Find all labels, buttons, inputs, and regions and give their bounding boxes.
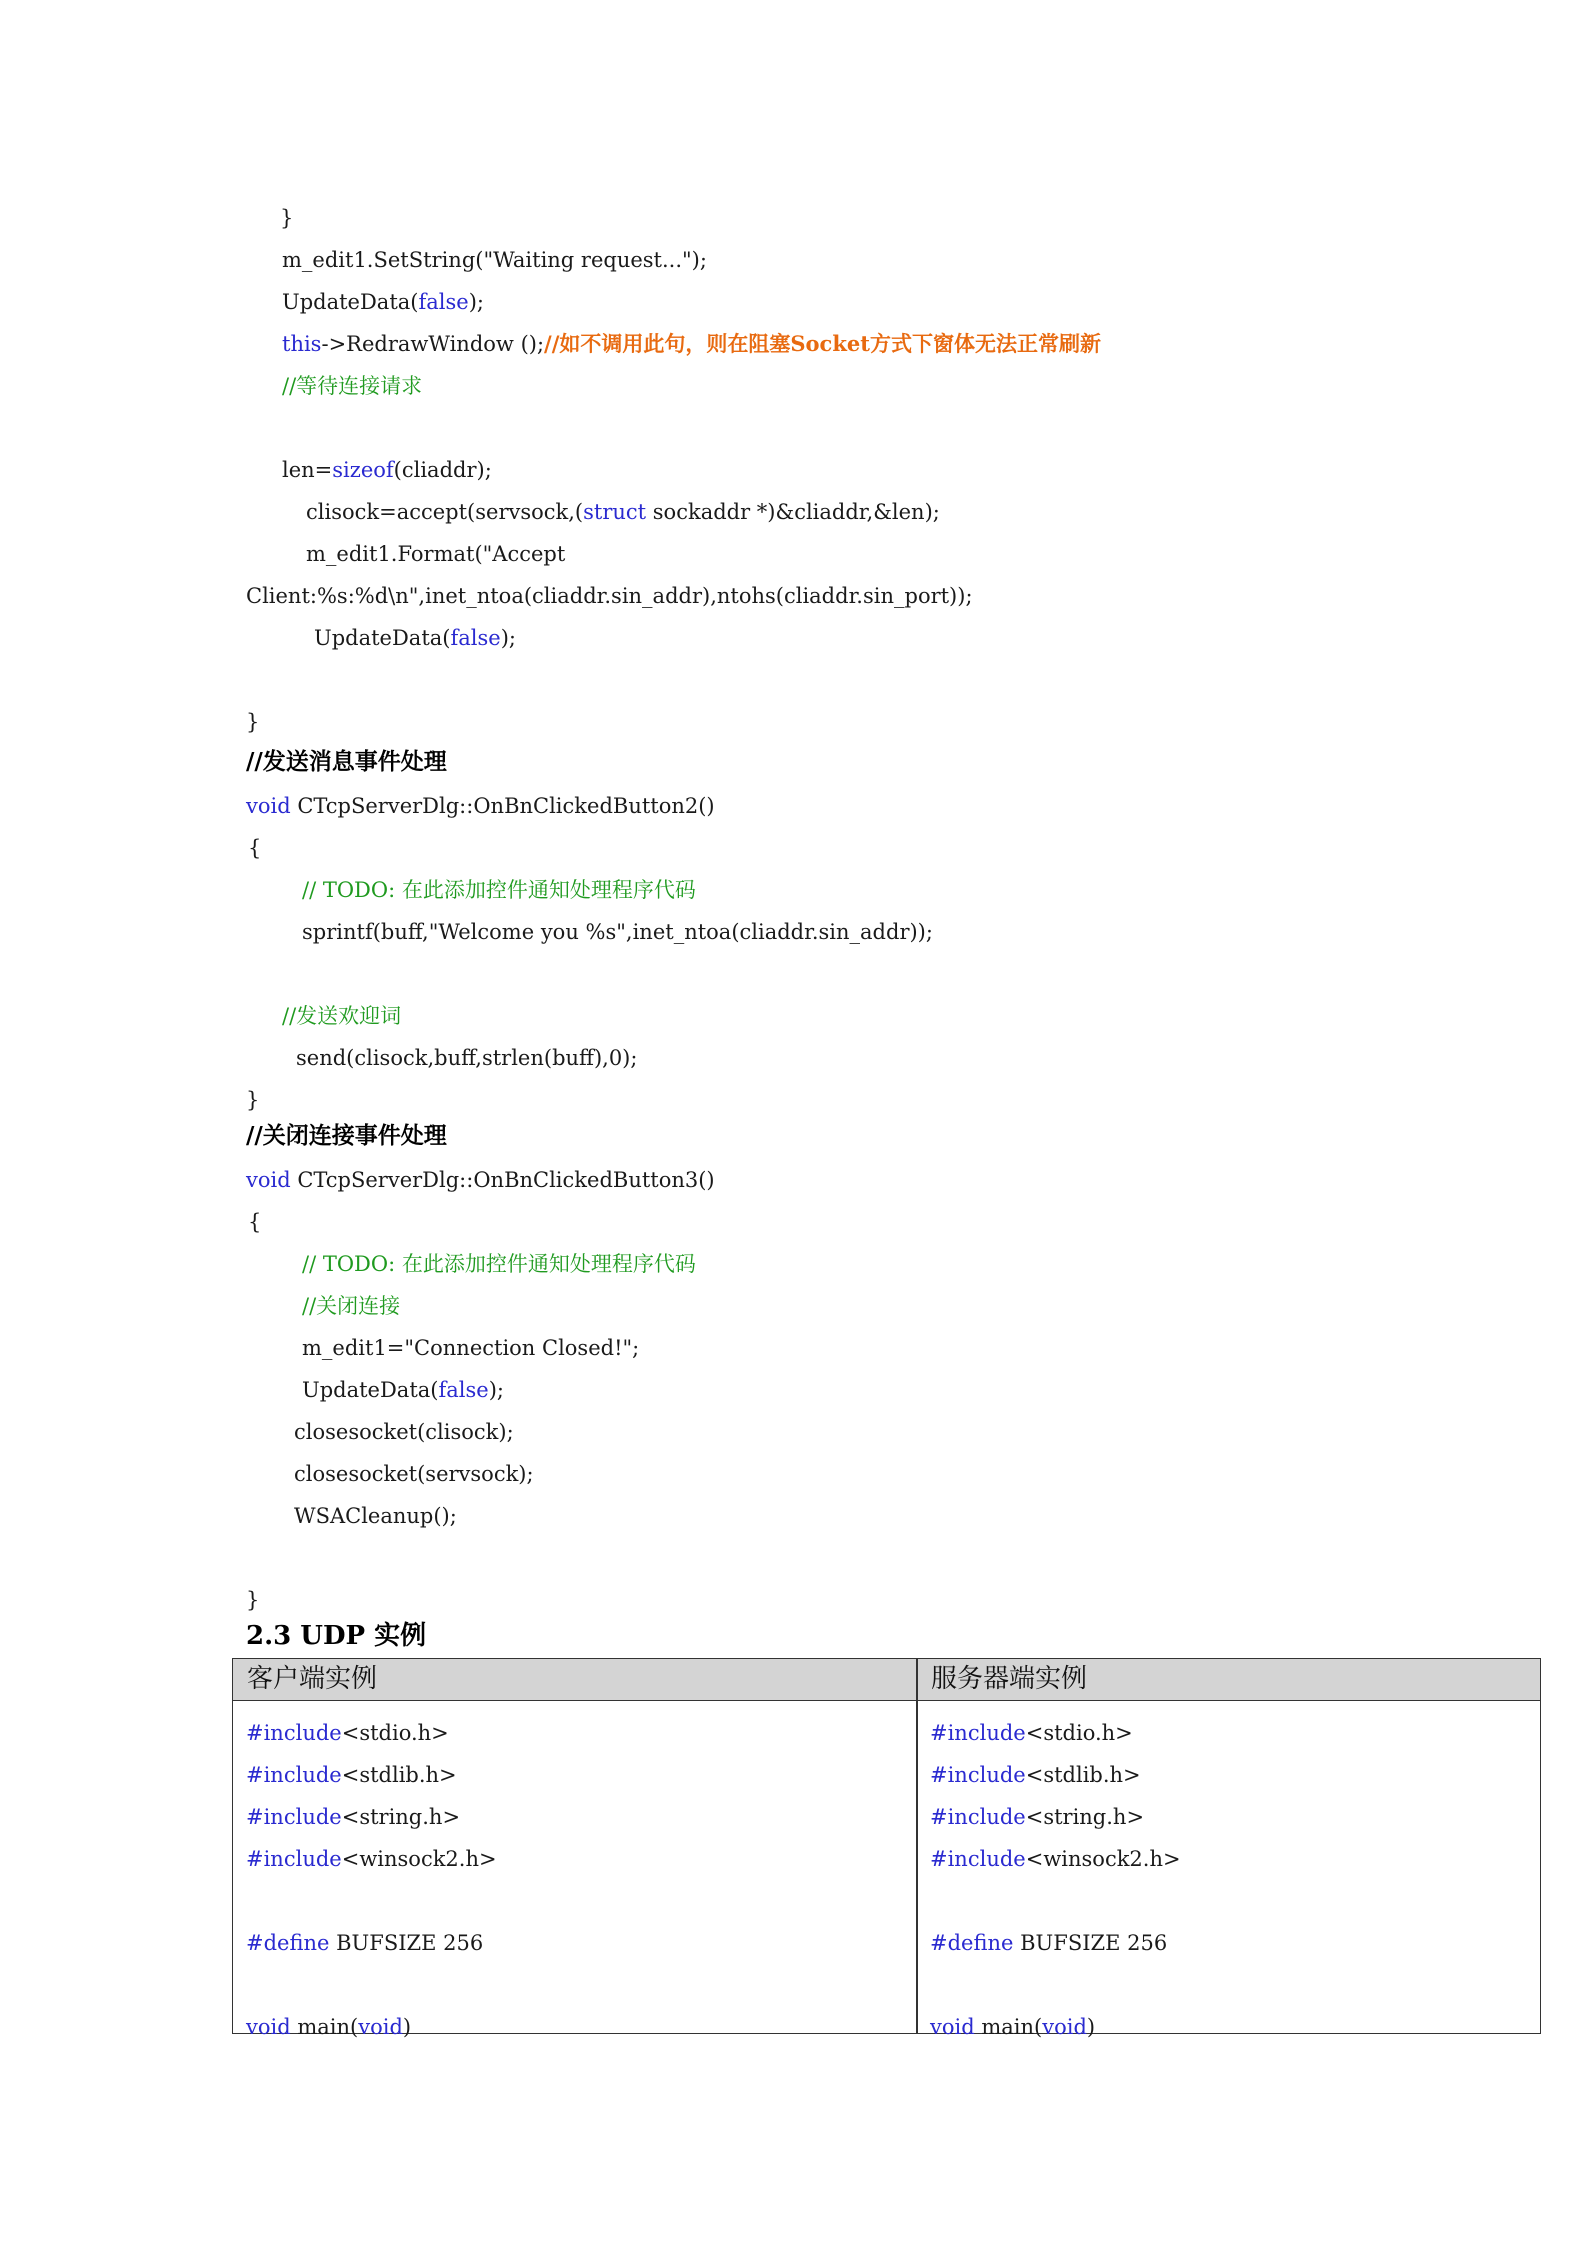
- code-text: <string.h>: [341, 1805, 461, 1829]
- code-comment-wait: [282, 371, 422, 401]
- client-include-stdio: [246, 1718, 449, 1748]
- code-text: );: [488, 1378, 504, 1402]
- code-text: main(: [290, 2015, 359, 2039]
- client-include-string: [246, 1802, 460, 1832]
- code-text: sockaddr *)&cliaddr,&len);: [646, 500, 940, 524]
- keyword: #include: [246, 1805, 342, 1829]
- send-welcome-comment: [282, 1001, 401, 1031]
- code-text: {: [248, 836, 262, 860]
- highlighted-comment: //如不调用此句，则在阻塞Socket方式下窗体无法正常刷新: [544, 331, 1101, 356]
- close-update-data: [302, 1375, 504, 1405]
- comment: //关闭连接: [302, 1294, 401, 1318]
- client-main-signature: [246, 2012, 411, 2042]
- send-call: [296, 1043, 637, 1073]
- code-text: <winsock2.h>: [1025, 1847, 1181, 1871]
- code-text: len=: [282, 458, 333, 482]
- code-text: closesocket(clisock);: [294, 1420, 514, 1444]
- udp-table-header: [233, 1659, 1540, 1701]
- server-include-stdlib: [930, 1760, 1141, 1790]
- client-define-bufsize: [246, 1928, 483, 1958]
- code-text: ->RedrawWindow ();: [321, 332, 545, 356]
- send-close-brace: [246, 1085, 259, 1115]
- send-section-heading: //发送消息事件处理: [246, 748, 447, 775]
- close-wsacleanup: [294, 1501, 457, 1531]
- keyword: #include: [930, 1805, 1026, 1829]
- send-open-brace: [248, 833, 261, 863]
- send-function-signature: [246, 791, 715, 821]
- code-text: UpdateData(: [282, 290, 419, 314]
- code-text: Client:%s:%d\n",inet_ntoa(cliaddr.sin_addr),ntohs(cliaddr.sin_port));: [246, 584, 973, 608]
- code-text: UpdateData(: [314, 626, 451, 650]
- code-text: }: [280, 206, 294, 230]
- code-text: <string.h>: [1025, 1805, 1145, 1829]
- code-text: <stdio.h>: [341, 1721, 449, 1745]
- code-text: WSACleanup();: [294, 1504, 457, 1528]
- code-text: <stdio.h>: [1025, 1721, 1133, 1745]
- code-text: {: [248, 1210, 262, 1234]
- code-closing-brace-2: [246, 707, 259, 737]
- udp-section-title: 2.3 UDP 实例: [246, 1621, 427, 1651]
- send-todo-comment: [302, 875, 696, 905]
- udp-example-table: [232, 1658, 1541, 2039]
- code-format: [306, 539, 565, 569]
- close-function-signature: [246, 1165, 715, 1195]
- code-set-string: [282, 245, 707, 275]
- send-sprintf: [302, 917, 933, 947]
- close-section-heading: //关闭连接事件处理: [246, 1122, 447, 1149]
- code-text: m_edit1.Format("Accept: [306, 542, 566, 566]
- close-closesocket-server: [294, 1459, 534, 1489]
- code-text: main(: [974, 2015, 1043, 2039]
- close-close-brace: [246, 1585, 259, 1615]
- close-open-brace: [248, 1207, 261, 1237]
- code-accept: [306, 497, 940, 527]
- client-include-stdlib: [246, 1760, 457, 1790]
- code-text: }: [246, 1588, 260, 1612]
- keyword: sizeof: [332, 458, 394, 482]
- code-text: BUFSIZE 256: [329, 1931, 484, 1955]
- server-define-bufsize: [930, 1928, 1167, 1958]
- close-todo-comment: [302, 1249, 696, 1279]
- code-text: }: [246, 710, 260, 734]
- close-connection-comment: [302, 1291, 400, 1321]
- code-text: clisock=accept(servsock,(: [306, 500, 584, 524]
- keyword: void: [246, 794, 291, 818]
- code-update-data: [282, 287, 484, 317]
- udp-column-divider: [916, 1659, 918, 2033]
- keyword: #include: [930, 1763, 1026, 1787]
- keyword: #include: [930, 1721, 1026, 1745]
- server-include-stdio: [930, 1718, 1133, 1748]
- code-text: );: [500, 626, 516, 650]
- code-text: sprintf(buff,"Welcome you %s",inet_ntoa(cliaddr.sin_addr));: [302, 920, 933, 944]
- comment: //等待连接请求: [282, 374, 423, 398]
- keyword: this: [282, 332, 322, 356]
- keyword: #include: [930, 1847, 1026, 1871]
- code-len-sizeof: [282, 455, 492, 485]
- code-text: ): [1086, 2015, 1096, 2039]
- code-text: <stdlib.h>: [341, 1763, 457, 1787]
- code-text: CTcpServerDlg::OnBnClickedButton3(): [290, 1168, 715, 1192]
- code-closing-brace: [280, 203, 293, 233]
- code-text: UpdateData(: [302, 1378, 439, 1402]
- keyword: #define: [246, 1931, 330, 1955]
- code-update-data-2: [314, 623, 516, 653]
- code-text: send(clisock,buff,strlen(buff),0);: [296, 1046, 638, 1070]
- keyword: false: [438, 1378, 489, 1402]
- server-main-signature: [930, 2012, 1095, 2042]
- close-edit-assign: [302, 1333, 639, 1363]
- code-text: closesocket(servsock);: [294, 1462, 534, 1486]
- comment: // TODO: 在此添加控件通知处理程序代码: [302, 1252, 696, 1276]
- keyword: #define: [930, 1931, 1014, 1955]
- keyword: struct: [583, 500, 647, 524]
- code-text: (cliaddr);: [393, 458, 492, 482]
- server-column-header: 服务器端实例: [931, 1664, 1088, 1694]
- code-text: BUFSIZE 256: [1013, 1931, 1168, 1955]
- code-text: ): [402, 2015, 412, 2039]
- code-text: CTcpServerDlg::OnBnClickedButton2(): [290, 794, 715, 818]
- code-text: <winsock2.h>: [341, 1847, 497, 1871]
- code-redraw-window: [282, 329, 1101, 359]
- comment: //发送欢迎词: [282, 1004, 402, 1028]
- client-include-winsock: [246, 1844, 497, 1874]
- code-text: <stdlib.h>: [1025, 1763, 1141, 1787]
- code-text: }: [246, 1088, 260, 1112]
- keyword: false: [418, 290, 469, 314]
- comment: // TODO: 在此添加控件通知处理程序代码: [302, 878, 696, 902]
- code-format-args: [246, 581, 973, 611]
- keyword: #include: [246, 1847, 342, 1871]
- keyword: void: [358, 2015, 403, 2039]
- keyword: void: [930, 2015, 975, 2039]
- code-text: m_edit1.SetString("Waiting request...");: [282, 248, 707, 272]
- server-include-string: [930, 1802, 1144, 1832]
- code-text: m_edit1="Connection Closed!";: [302, 1336, 640, 1360]
- close-closesocket-client: [294, 1417, 514, 1447]
- code-text: );: [468, 290, 484, 314]
- keyword: void: [246, 2015, 291, 2039]
- client-column-header: 客户端实例: [247, 1664, 378, 1694]
- keyword: void: [246, 1168, 291, 1192]
- server-include-winsock: [930, 1844, 1181, 1874]
- keyword: #include: [246, 1763, 342, 1787]
- keyword: false: [450, 626, 501, 650]
- keyword: void: [1042, 2015, 1087, 2039]
- keyword: #include: [246, 1721, 342, 1745]
